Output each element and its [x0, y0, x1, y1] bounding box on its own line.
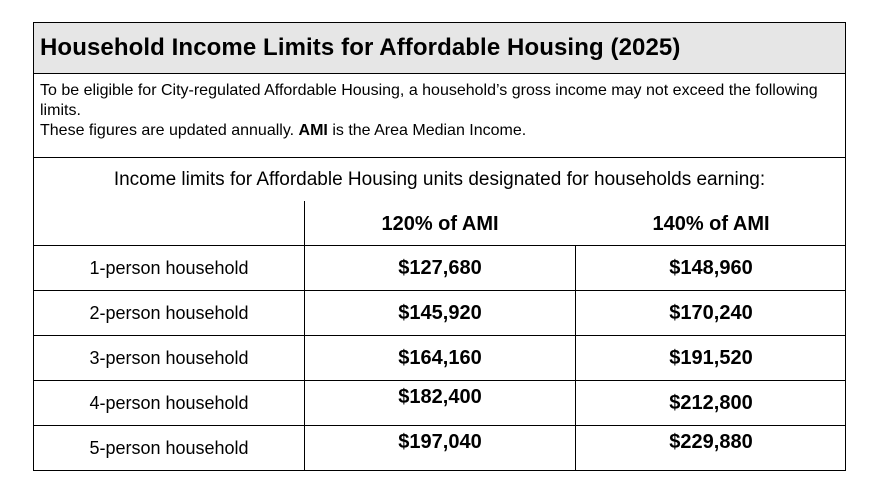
intro-text — [34, 74, 845, 158]
limit-140-ami: $191,520 — [669, 347, 753, 369]
household-size-label: 4-person household — [89, 393, 249, 413]
table-row-4-person — [34, 381, 845, 426]
limit-140-ami: $229,880 — [669, 431, 753, 453]
page-title: Household Income Limits for Affordable Housing (2025) — [40, 34, 681, 61]
household-size-label: 5-person household — [89, 438, 249, 458]
household-size-label: 2-person household — [89, 303, 249, 323]
title-bar — [34, 23, 845, 74]
eligibility-statement: To be eligible for City-regulated Affordable Housing, a household’s gross income may not exceed the following limits. — [40, 82, 818, 119]
column-header-140-ami: 140% of AMI — [652, 213, 770, 235]
limit-120-ami: $127,680 — [398, 257, 482, 279]
household-size-label: 3-person household — [89, 348, 249, 368]
table-row-2-person — [34, 291, 845, 336]
table-subheading: Income limits for Affordable Housing units designated for households earning: — [113, 169, 766, 190]
table-row-1-person — [34, 246, 845, 291]
limit-120-ami: $182,400 — [398, 386, 482, 408]
limit-140-ami: $212,800 — [669, 392, 753, 414]
limit-140-ami: $148,960 — [669, 257, 753, 279]
limit-140-ami: $170,240 — [669, 302, 753, 324]
income-limits-document — [33, 22, 846, 471]
column-header-120-ami: 120% of AMI — [381, 213, 499, 235]
limit-120-ami: $197,040 — [398, 431, 482, 453]
table-row-3-person — [34, 336, 845, 381]
household-size-label: 1-person household — [89, 258, 249, 278]
ami-term: AMI — [298, 122, 328, 139]
update-note: These figures are updated annually. AMI is the Area Median Income. — [40, 122, 527, 139]
limit-120-ami: $164,160 — [398, 347, 482, 369]
table-row-5-person — [34, 426, 845, 471]
limit-120-ami: $145,920 — [398, 302, 482, 324]
